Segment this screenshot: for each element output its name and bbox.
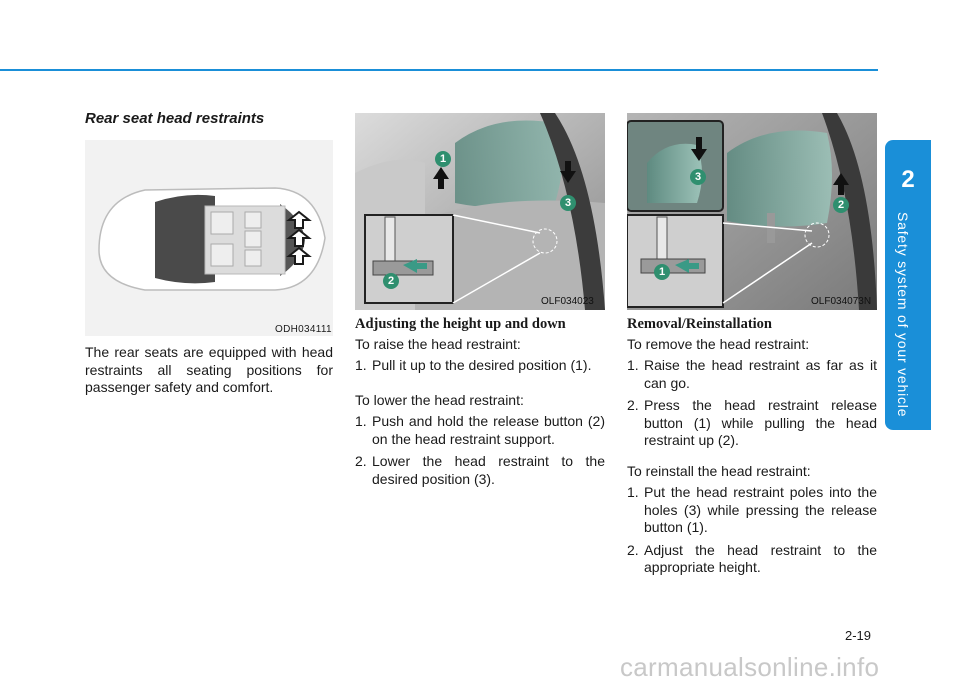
head-restraint-adjust-illustration	[355, 113, 605, 310]
list-item: 2. Lower the head restraint to the desired position (3).	[355, 453, 605, 487]
list-item: 1. Raise the head restraint as far as it can go.	[627, 357, 877, 391]
callout-2: 2	[383, 273, 399, 289]
top-rule	[0, 69, 878, 71]
watermark: carmanualsonline.info	[620, 652, 880, 682]
intro-paragraph: The rear seats are equipped with head restraints all seating positions for passenger safety and comfort.	[85, 344, 333, 395]
image-code: OLF034023	[541, 296, 594, 307]
remove-intro: To remove the head restraint:	[627, 336, 810, 352]
list-item: 2. Adjust the head restraint to the appropriate height.	[627, 541, 877, 575]
image-code: ODH034111	[275, 324, 332, 335]
list-item: 2. Press the head restraint release button (1) while pulling the head restraint up (2).	[627, 397, 877, 448]
callout-3: 3	[560, 195, 576, 211]
chapter-title: Safety system of your vehicle	[895, 212, 911, 418]
lower-steps	[355, 413, 605, 493]
car-top-view-illustration	[85, 140, 333, 336]
remove-steps	[627, 357, 877, 455]
subsection-heading: Adjusting the height up and down	[355, 316, 566, 332]
raise-intro: To raise the head restraint:	[355, 336, 521, 352]
chapter-tab	[885, 140, 931, 430]
list-item: 1. Pull it up to the desired position (1).	[355, 357, 592, 373]
subsection-heading: Removal/Reinstallation	[627, 316, 772, 332]
reinstall-intro: To reinstall the head restraint:	[627, 463, 811, 479]
callout-3: 3	[690, 169, 706, 185]
head-restraint-removal-illustration	[627, 113, 877, 310]
callout-2: 2	[833, 197, 849, 213]
section-title: Rear seat head restraints	[85, 110, 265, 127]
list-item: 1. Push and hold the release button (2) on the head restraint support.	[355, 413, 605, 447]
page-number: 2-19	[845, 628, 872, 643]
callout-1: 1	[654, 264, 670, 280]
callout-1: 1	[435, 151, 451, 167]
reinstall-steps	[627, 484, 877, 582]
lower-intro: To lower the head restraint:	[355, 392, 524, 408]
chapter-number: 2	[901, 166, 915, 193]
list-item: 1. Put the head restraint poles into the holes (3) while pressing the release button (1).	[627, 484, 877, 535]
raise-steps	[355, 357, 605, 380]
image-code: OLF034073N	[811, 296, 872, 307]
